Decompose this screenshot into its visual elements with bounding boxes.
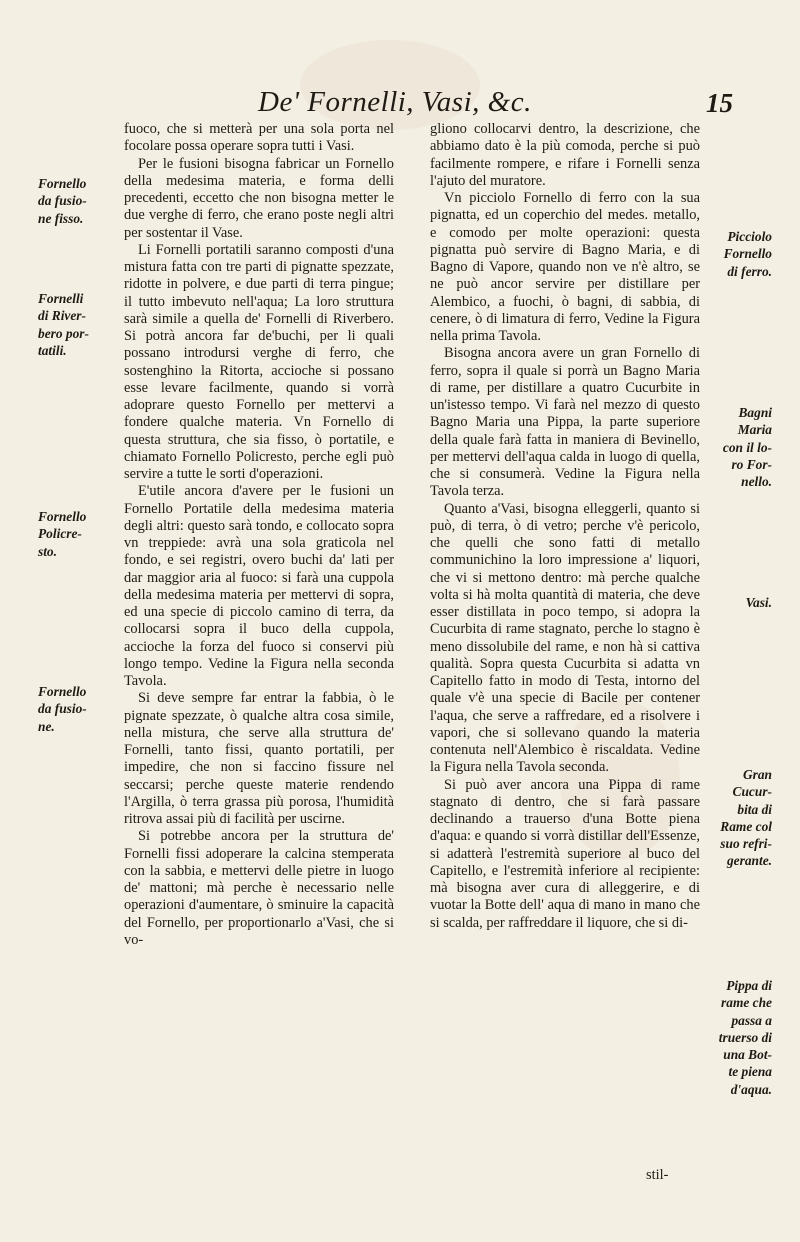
margin-note-line: nello. bbox=[741, 474, 772, 489]
paragraph: Bisogna ancora avere un gran Fornello di ferro, sopra il quale si porrà un Bagno Maria di rame, per distillare a quatro Cucurbite in un'istesso tempo. Vi farà nel mezzo di questo Bagno Maria una Pippa, la parte superiore della quale farà fatta in maniera di Bevinello, per mettervi dell'aqua calda in luogo di quella, che si consumerà. Vedine la Figura nella Tavola terza. bbox=[430, 345, 700, 500]
margin-note-line: te piena bbox=[728, 1064, 772, 1080]
margin-note-line: rame che bbox=[721, 995, 772, 1011]
margin-note-line: bita di bbox=[737, 801, 772, 817]
margin-note-line: Fornelli bbox=[38, 291, 84, 306]
margin-note-fornello-fusione-fisso bbox=[38, 175, 120, 227]
margin-note-line: Maria bbox=[737, 422, 772, 438]
running-title: De' Fornelli, Vasi, &c. bbox=[258, 86, 532, 118]
margin-note-line: Fornello bbox=[38, 176, 87, 191]
margin-note-line: Gran bbox=[742, 767, 772, 782]
paragraph: Vn picciolo Fornello di ferro con la sua pignatta, ed un coperchio del medes. metallo, e comodo per molte operazioni: questa pignatta può servire di Bagno Maria, e di Bagno di Vapore, quando non ve n'è altro, se ne può ancor servire per distillare per Alembico, a fuochi, ò bagni, di sabbia, di cenere, ò di limatura di ferro, Vedine la Figura nella prima Tavola. bbox=[430, 190, 700, 344]
margin-note-line: gerante. bbox=[726, 853, 772, 869]
margin-note-line: bero por- bbox=[38, 325, 89, 341]
margin-note-line: di River- bbox=[38, 308, 86, 324]
margin-note-fornello-policresto bbox=[38, 508, 120, 560]
margin-note-line: Cucur- bbox=[732, 784, 772, 800]
margin-note-fornello-fusione bbox=[38, 683, 120, 735]
margin-note-line: ro For- bbox=[731, 456, 772, 472]
margin-note-line: Fornello bbox=[723, 246, 772, 262]
margin-note-line: Picciolo bbox=[727, 229, 772, 244]
catchword: stil- bbox=[646, 1167, 669, 1183]
margin-note-gran-cucurbita bbox=[700, 766, 772, 870]
paragraph: Per le fusioni bisogna fabricar un Fornello della medesima materia, e forma delli precedenti, eccetto che non bisogna metter le due verghe di ferro, che erano poste negli altri per sostentar il Vase. bbox=[124, 155, 394, 241]
margin-note-line: ne. bbox=[38, 718, 55, 734]
paragraph: E'utile ancora d'avere per le fusioni un Fornello Portatile della medesima materia degli altri: questo sarà tondo, e collocato sopra vn treppiede: avrà una sola graticola nel fondo, e sei registri, overo buchi da' lati per dar maggior aria al fuoco: si farà una cuppola della medesima materia per mettervi di sopra, ed una specie di piccolo camino di terra, da collocarsi sopra il buco della cuppola, accioche la forza del fuoco si conservi più longo tempo. Vedine la Figura nella seconda Tavola. bbox=[124, 483, 394, 689]
paragraph: gliono collocarvi dentro, la descrizione, che abbiamo dato è la più comoda, perche si può facilmente rompere, e rifare i Fornelli senza l'ajuto del muratore. bbox=[430, 121, 700, 189]
margin-note-line: Fornello bbox=[38, 509, 87, 524]
margin-note-line: con il lo- bbox=[722, 439, 772, 455]
margin-note-line: tatili. bbox=[38, 342, 67, 358]
margin-note-line: passa a bbox=[731, 1012, 772, 1028]
right-column bbox=[430, 121, 700, 932]
margin-note-line: una Bot- bbox=[723, 1047, 772, 1062]
left-column bbox=[124, 121, 394, 949]
margin-note-line: Vasi. bbox=[745, 595, 772, 610]
margin-note-line: Fornello bbox=[38, 684, 87, 699]
margin-note-line: Pippa di bbox=[726, 978, 772, 993]
margin-note-line: Policre- bbox=[38, 526, 82, 542]
margin-note-line: da fusio- bbox=[38, 701, 87, 717]
running-head bbox=[0, 86, 800, 120]
margin-note-line: Rame col bbox=[720, 818, 772, 834]
margin-note-line: di ferro. bbox=[727, 263, 772, 279]
margin-note-line: da fusio- bbox=[38, 193, 87, 209]
margin-note-line: d'aqua. bbox=[730, 1081, 772, 1097]
margin-note-line: suo refri- bbox=[720, 836, 772, 851]
margin-note-fornelli-riverbero bbox=[38, 290, 120, 359]
paragraph: fuoco, che si metterà per una sola porta nel focolare possa operare sopra tutti i Vasi. bbox=[124, 121, 394, 155]
page-number: 15 bbox=[706, 88, 733, 118]
paragraph: Quanto a'Vasi, bisogna elleggerli, quanto si può, di terra, ò di vetro; perche v'è pericolo, che quelli che sono fatti di metallo communichino la loro impressione a' liquori, che vi si mettono dentro: mà perche qualche volta si hà molta quantità di materia, che deve esser distillata in poco tempo, si adopra la Cucurbita di rame stagnato, perche lo stagno è meno dissolubile del rame, e non hà si cattiva qualità. Sopra questa Cucurbita si adatta vn Capitello fatto in modo di Testa, intorno del quale v'è una specie di Bacile per contener l'aqua, che serve a raffredare, ed a risolvere i vapori, che si sollevano quando la materia contenuta nell'Alembico è riscaldata. Vedine la Figura nella Tavola seconda. bbox=[430, 500, 700, 776]
margin-note-line: Bagni bbox=[738, 405, 772, 420]
margin-note-bagni-maria bbox=[700, 404, 772, 490]
paragraph: Li Fornelli portatili saranno composti d'una mistura fatta con tre parti di pignatte spezzate, ridotte in polvere, e due parti di terra pingue; il tutto imbevuto nell'aqua; La loro struttura sarà simile a quella de' Fornelli di Riverbero. Si potrà ancora far de'buchi, per li quali possano introdursi verghe di ferro, che sostenghino la Ritorta, accioche si possano esse levare facilmente, quando si vorrà adoprare questo Fornello per mettervi a fondere qualche materia. Vn Fornello di questa struttura, che sia fisso, ò portatile, e chiamato Fornello Policresto, perche egli può servire a tutte le sorti d'operazioni. bbox=[124, 241, 394, 482]
paragraph: Si potrebbe ancora per la struttura de' Fornelli fissi adoperare la calcina stemperata con la sabbia, e mettervi delle pietre in luogo de' mattoni; mà perche è necessario nelle operazioni d'aumentare, ò sminuire la capacità del Fornello, per proportionarlo a'Vasi, che si vo- bbox=[124, 828, 394, 948]
margin-note-line: truerso di bbox=[718, 1029, 772, 1045]
margin-note-pippa-di-rame bbox=[700, 977, 772, 1098]
margin-note-line: ne fisso. bbox=[38, 210, 84, 226]
paragraph: Si può aver ancora una Pippa di rame stagnato di dentro, che si farà passare declinando a trauerso d'una Botte piena d'aqua: e quando si vorrà distillar dell'Essenze, si adatterà l'estremità superiore al buco del Capitello, e l'estremità inferiore al recipiente: mà bisogna aver cura di alleggerire, e di vuotar la Botte dell' aqua di mano in mano che si scalda, per raffreddare il liquore, che si di- bbox=[430, 776, 700, 931]
margin-note-picciolo-fornello bbox=[700, 228, 772, 280]
margin-note-line: sto. bbox=[38, 543, 57, 559]
margin-note-vasi bbox=[700, 594, 772, 611]
paragraph: Si deve sempre far entrar la fabbia, ò le pignate spezzate, ò qualche altra cosa simile, nella mistura, che serve alla struttura de' Fornelli, tanto fissi, quanto portatili, per impedire, che non si faccino fissure nel seccarsi; perche queste materie rendendo l'Argilla, ò terra grassa più porosa, l'humidità ritrova assai più di facilità per uscirne. bbox=[124, 690, 394, 827]
